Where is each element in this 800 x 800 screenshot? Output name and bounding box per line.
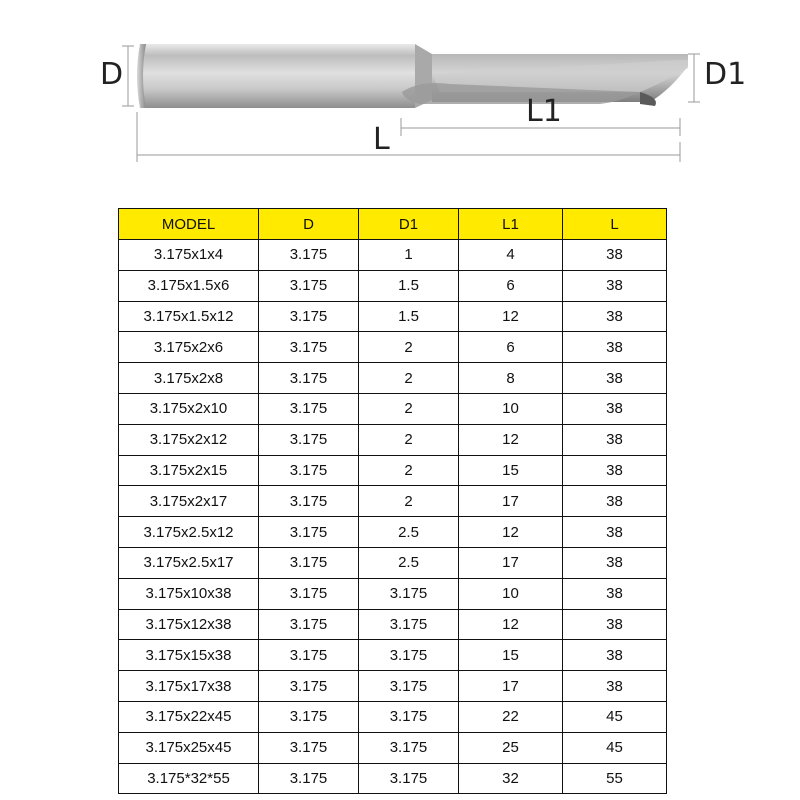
cell-l: 38: [563, 332, 667, 363]
table-row: [119, 763, 667, 794]
cell-d1: 3.175: [359, 732, 459, 763]
cell-l: 38: [563, 455, 667, 486]
d1-label: D1: [704, 57, 747, 92]
cell-l: 38: [563, 517, 667, 548]
cell-l: 38: [563, 270, 667, 301]
table-row: [119, 640, 667, 671]
cell-d1: 3.175: [359, 578, 459, 609]
cell-l: 38: [563, 547, 667, 578]
cell-d: 3.175: [259, 455, 359, 486]
cell-l1: 10: [459, 578, 563, 609]
cell-l1: 8: [459, 363, 563, 394]
cell-l: 55: [563, 763, 667, 794]
cell-model: 3.175x2x12: [119, 424, 259, 455]
cell-l: 38: [563, 301, 667, 332]
table-header-row: [119, 209, 667, 240]
cell-l: 38: [563, 578, 667, 609]
cell-model: 3.175x12x38: [119, 609, 259, 640]
table-row: [119, 424, 667, 455]
cell-d1: 2.5: [359, 547, 459, 578]
cell-l1: 12: [459, 517, 563, 548]
cell-l1: 15: [459, 640, 563, 671]
cell-l: 38: [563, 424, 667, 455]
cell-l1: 17: [459, 486, 563, 517]
header-l: L: [563, 209, 667, 240]
cell-d1: 3.175: [359, 640, 459, 671]
cell-d1: 2: [359, 455, 459, 486]
shank: [137, 44, 415, 108]
end-mill-illustration: [0, 0, 800, 200]
cell-model: 3.175x25x45: [119, 732, 259, 763]
table-row: [119, 270, 667, 301]
cell-d: 3.175: [259, 701, 359, 732]
cell-model: 3.175x10x38: [119, 578, 259, 609]
cell-model: 3.175x2x17: [119, 486, 259, 517]
cell-l1: 25: [459, 732, 563, 763]
cell-d: 3.175: [259, 301, 359, 332]
cell-model: 3.175x2.5x17: [119, 547, 259, 578]
cell-l1: 12: [459, 609, 563, 640]
cell-model: 3.175x17x38: [119, 671, 259, 702]
cell-l: 38: [563, 393, 667, 424]
cell-model: 3.175x2x15: [119, 455, 259, 486]
cell-d1: 2: [359, 332, 459, 363]
cell-l: 38: [563, 640, 667, 671]
header-l1: L1: [459, 209, 563, 240]
table-row: [119, 363, 667, 394]
l1-label: L1: [526, 94, 562, 129]
cell-d: 3.175: [259, 640, 359, 671]
cell-model: 3.175x22x45: [119, 701, 259, 732]
header-model: MODEL: [119, 209, 259, 240]
cell-d1: 1.5: [359, 301, 459, 332]
table-row: [119, 240, 667, 271]
cell-l1: 17: [459, 671, 563, 702]
cell-d: 3.175: [259, 609, 359, 640]
table-body: [119, 240, 667, 794]
cell-model: 3.175x2.5x12: [119, 517, 259, 548]
cell-l: 45: [563, 701, 667, 732]
table-row: [119, 609, 667, 640]
cell-l1: 12: [459, 301, 563, 332]
cell-l1: 32: [459, 763, 563, 794]
table-row: [119, 301, 667, 332]
table-row: [119, 671, 667, 702]
cell-d: 3.175: [259, 363, 359, 394]
cell-l: 38: [563, 609, 667, 640]
table-row: [119, 547, 667, 578]
cell-model: 3.175*32*55: [119, 763, 259, 794]
cell-d1: 2: [359, 363, 459, 394]
header-d1: D1: [359, 209, 459, 240]
table-row: [119, 332, 667, 363]
table-row: [119, 732, 667, 763]
cell-model: 3.175x2x6: [119, 332, 259, 363]
cell-l: 45: [563, 732, 667, 763]
cell-d: 3.175: [259, 517, 359, 548]
cell-d1: 1.5: [359, 270, 459, 301]
cell-d: 3.175: [259, 671, 359, 702]
table-row: [119, 455, 667, 486]
cell-d1: 2: [359, 424, 459, 455]
cell-l1: 6: [459, 332, 563, 363]
cell-model: 3.175x2x8: [119, 363, 259, 394]
cell-l1: 12: [459, 424, 563, 455]
cell-l: 38: [563, 486, 667, 517]
table-row: [119, 701, 667, 732]
cell-model: 3.175x1.5x12: [119, 301, 259, 332]
cell-d1: 3.175: [359, 701, 459, 732]
cell-d: 3.175: [259, 332, 359, 363]
cell-d: 3.175: [259, 240, 359, 271]
cell-d1: 3.175: [359, 609, 459, 640]
cell-l: 38: [563, 671, 667, 702]
cell-d1: 2.5: [359, 517, 459, 548]
cell-model: 3.175x1x4: [119, 240, 259, 271]
spec-table: [118, 208, 667, 794]
cell-d1: 2: [359, 486, 459, 517]
cell-d: 3.175: [259, 270, 359, 301]
cell-d1: 1: [359, 240, 459, 271]
cell-l1: 6: [459, 270, 563, 301]
cell-l1: 10: [459, 393, 563, 424]
cell-d: 3.175: [259, 578, 359, 609]
cell-d: 3.175: [259, 763, 359, 794]
cell-d1: 3.175: [359, 671, 459, 702]
cell-l1: 4: [459, 240, 563, 271]
cell-d: 3.175: [259, 547, 359, 578]
d-label: D: [100, 57, 124, 92]
table-row: [119, 578, 667, 609]
cell-d: 3.175: [259, 424, 359, 455]
cell-l: 38: [563, 240, 667, 271]
table-row: [119, 486, 667, 517]
header-d: D: [259, 209, 359, 240]
cell-l1: 17: [459, 547, 563, 578]
cell-d: 3.175: [259, 393, 359, 424]
cell-model: 3.175x2x10: [119, 393, 259, 424]
cell-l1: 22: [459, 701, 563, 732]
l-label: L: [373, 122, 390, 157]
cell-d: 3.175: [259, 732, 359, 763]
cell-d: 3.175: [259, 486, 359, 517]
cell-l: 38: [563, 363, 667, 394]
cell-model: 3.175x1.5x6: [119, 270, 259, 301]
table-row: [119, 517, 667, 548]
cell-d1: 3.175: [359, 763, 459, 794]
cell-model: 3.175x15x38: [119, 640, 259, 671]
cell-l1: 15: [459, 455, 563, 486]
table-row: [119, 393, 667, 424]
cell-d1: 2: [359, 393, 459, 424]
tool-drawing: [0, 0, 800, 200]
